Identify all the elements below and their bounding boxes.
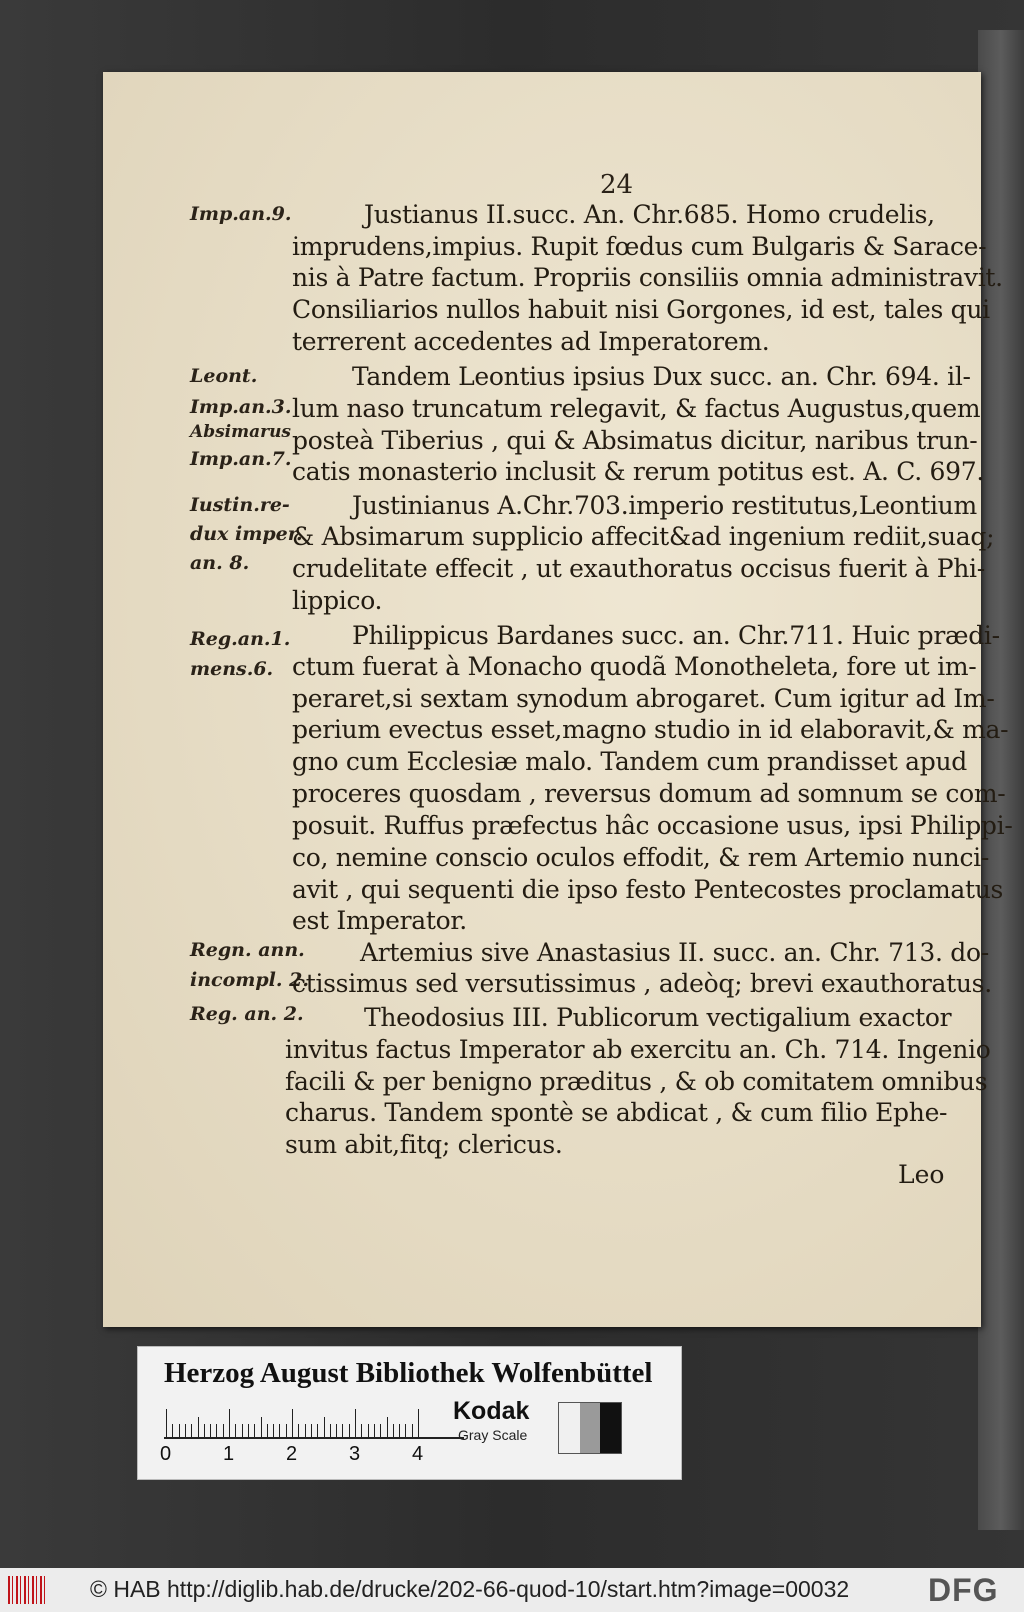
text-line: perium evectus esset,magno studio in id elaboravit,& ma-: [292, 715, 1009, 744]
barcode-icon: [8, 1576, 48, 1604]
text-line: invitus factus Imperator ab exercitu an. Ch. 714. Ingenio: [285, 1035, 991, 1064]
text-line: ctum fuerat à Monacho quodã Monotheleta, fore ut im-: [292, 652, 977, 681]
text-line: avit , qui sequenti die ipso festo Pentecostes proclamatus: [292, 875, 1004, 904]
ruler-tick: [242, 1424, 243, 1437]
text-line: Artemius sive Anastasius II. succ. an. Chr. 713. do-: [360, 938, 989, 967]
ruler-tick: [286, 1424, 287, 1437]
scale-number: 1: [223, 1443, 235, 1465]
text-line: & Absimarum supplicio affecit&ad ingenium rediit,suaq;: [292, 522, 995, 551]
scale-number: 3: [349, 1443, 361, 1465]
text-line: Justinianus A.Chr.703.imperio restitutus,Leontium: [352, 491, 977, 520]
library-name: Herzog August Bibliothek Wolfenbüttel: [164, 1357, 653, 1389]
ruler-tick: [317, 1424, 318, 1437]
ruler-tick: [305, 1424, 306, 1437]
ruler-tick: [412, 1424, 413, 1437]
dfg-logo: DFG: [928, 1572, 999, 1608]
scale-number: 0: [160, 1443, 172, 1465]
ruler-tick: [198, 1417, 199, 1437]
ruler-tick: [191, 1424, 192, 1437]
ruler-tick: [380, 1424, 381, 1437]
text-line: est Imperator.: [292, 906, 467, 935]
ruler-tick: [235, 1424, 236, 1437]
source-url[interactable]: © HAB http://diglib.hab.de/drucke/202-66-quod-10/start.htm?image=00032: [90, 1576, 850, 1602]
text-line: peraret,si sextam synodum abrogaret. Cum igitur ad Im-: [292, 684, 995, 713]
text-line: crudelitate effecit , ut exauthoratus occisus fuerit à Phi-: [292, 554, 985, 583]
margin-note: Imp.an.3.: [190, 396, 292, 418]
ruler-tick: [355, 1409, 356, 1437]
text-line: Philippicus Bardanes succ. an. Chr.711. Huic prædi-: [352, 621, 1000, 650]
ruler-tick: [393, 1424, 394, 1437]
ruler-tick: [179, 1424, 180, 1437]
text-line: ctissimus sed versutissimus , adeòq; brevi exauthoratus.: [292, 969, 992, 998]
ruler-tick: [292, 1409, 293, 1437]
ruler-tick: [172, 1424, 173, 1437]
text-line: catis monasterio inclusit & rerum potitus est. A. C. 697.: [292, 457, 984, 486]
margin-note: Leont.: [190, 365, 258, 387]
ruler-tick: [210, 1424, 211, 1437]
margin-note: Regn. ann.: [190, 939, 305, 961]
ruler-tick: [204, 1424, 205, 1437]
ruler-tick: [267, 1424, 268, 1437]
scale-number: 2: [286, 1443, 298, 1465]
ruler-tick: [254, 1424, 255, 1437]
margin-note: Iustin.re-: [190, 494, 290, 516]
text-line: gno cum Ecclesiæ malo. Tandem cum prandisset apud: [292, 747, 967, 776]
gray-swatch: [558, 1402, 622, 1454]
ruler-tick: [229, 1409, 230, 1437]
color-scale-card: [137, 1346, 682, 1480]
margin-note: Imp.an.7.: [190, 448, 292, 470]
text-line: sum abit,fitq; clericus.: [285, 1130, 563, 1159]
text-line: Tandem Leontius ipsius Dux succ. an. Chr. 694. il-: [352, 362, 971, 391]
ruler-tick: [387, 1417, 388, 1437]
text-line: posuit. Ruffus præfectus hâc occasione usus, ipsi Philippi-: [292, 811, 1013, 840]
ruler-tick: [298, 1424, 299, 1437]
text-line: facili & per benigno præditus , & ob comitatem omnibus: [285, 1067, 988, 1096]
margin-note: Reg. an. 2.: [190, 1003, 304, 1025]
text-line: proceres quosdam , reversus domum ad somnum se com-: [292, 779, 1006, 808]
text-line: nis à Patre factum. Propriis consiliis omnia administravit.: [292, 263, 1003, 292]
text-line: imprudens,impius. Rupit fœdus cum Bulgaris & Sarace-: [292, 232, 987, 261]
page-number: 24: [600, 170, 634, 200]
ruler-tick: [418, 1409, 419, 1437]
text-line: Justianus II.succ. An. Chr.685. Homo crudelis,: [364, 200, 935, 229]
margin-note: Imp.an.9.: [190, 203, 292, 225]
ruler-tick: [368, 1424, 369, 1437]
ruler-tick: [311, 1424, 312, 1437]
ruler-tick: [399, 1424, 400, 1437]
ruler-tick: [405, 1424, 406, 1437]
text-line: Theodosius III. Publicorum vectigalium exactor: [364, 1003, 952, 1032]
footer-bar: [0, 1568, 1024, 1612]
margin-note: dux imper.: [190, 523, 303, 545]
ruler-tick: [336, 1424, 337, 1437]
text-line: terrerent accedentes ad Imperatorem.: [292, 327, 770, 356]
ruler-tick: [216, 1424, 217, 1437]
text-line: co, nemine conscio oculos effodit, & rem Artemio nunci-: [292, 843, 990, 872]
text-line: lippico.: [292, 586, 383, 615]
text-line: Consiliarios nullos habuit nisi Gorgones, id est, tales qui: [292, 295, 990, 324]
ruler-tick: [279, 1424, 280, 1437]
ruler-tick: [223, 1424, 224, 1437]
ruler-tick: [273, 1424, 274, 1437]
ruler-tick: [349, 1424, 350, 1437]
kodak-logo: Kodak: [453, 1397, 530, 1425]
ruler-tick: [248, 1424, 249, 1437]
text-line: lum naso truncatum relegavit, & factus Augustus,quem: [292, 394, 981, 423]
ruler-tick: [185, 1424, 186, 1437]
ruler-tick: [342, 1424, 343, 1437]
ruler-tick: [166, 1409, 167, 1437]
margin-note: Absimarus: [190, 422, 291, 442]
ruler-tick: [324, 1417, 325, 1437]
ruler: [164, 1407, 464, 1439]
margin-note: an. 8.: [190, 552, 250, 574]
text-line: charus. Tandem spontè se abdicat , & cum filio Ephe-: [285, 1098, 948, 1127]
text-line: posteà Tiberius , qui & Absimatus dicitur, naribus trun-: [292, 426, 978, 455]
gray-scale-label: Gray Scale: [458, 1427, 528, 1443]
scale-number: 4: [412, 1443, 424, 1465]
catchword: Leo: [898, 1160, 945, 1189]
margin-note: Reg.an.1.: [190, 628, 291, 650]
ruler-tick: [261, 1417, 262, 1437]
ruler-tick: [330, 1424, 331, 1437]
ruler-tick: [374, 1424, 375, 1437]
ruler-tick: [361, 1424, 362, 1437]
margin-note: incompl. 2.: [190, 969, 309, 991]
margin-note: mens.6.: [190, 658, 274, 680]
